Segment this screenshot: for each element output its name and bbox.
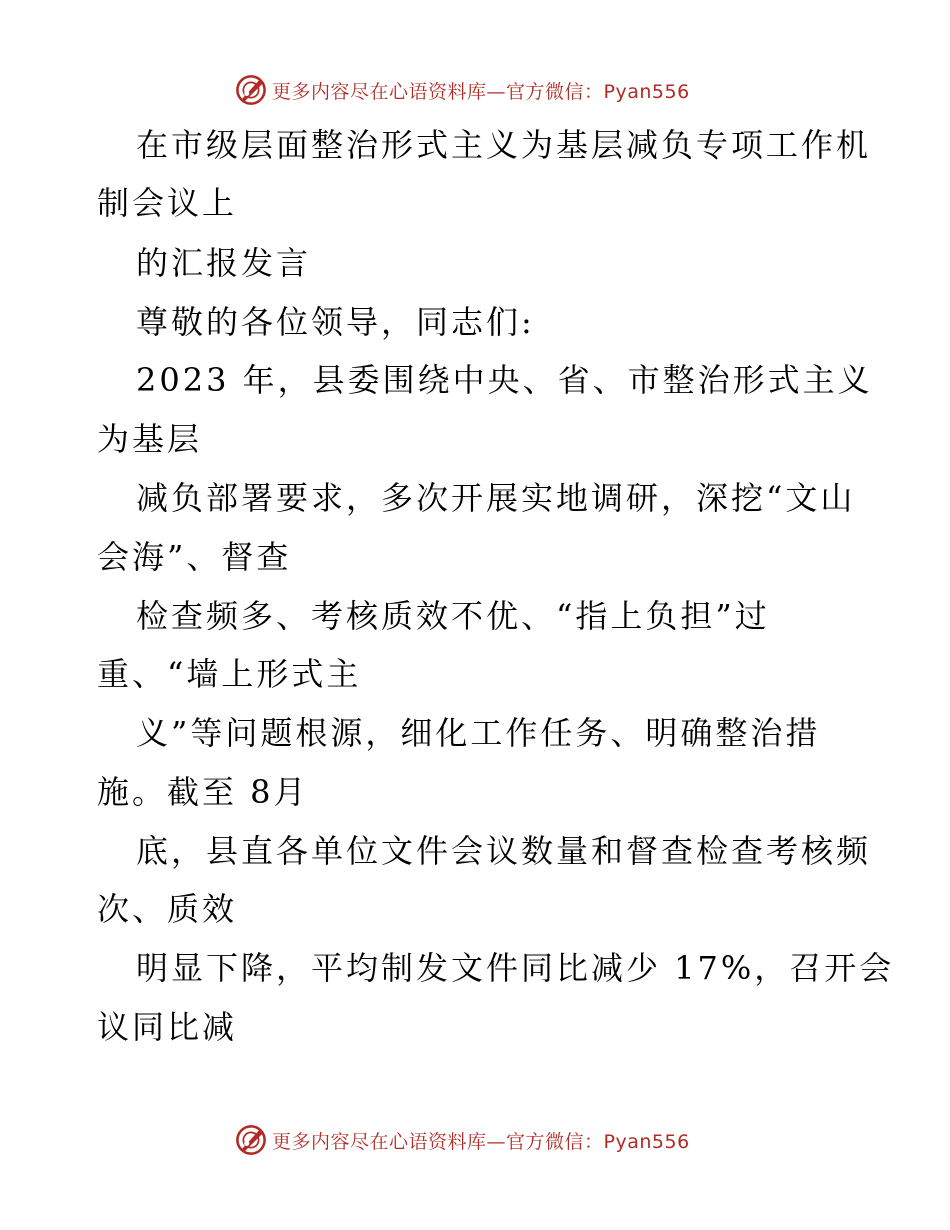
text-line: 底，县直各单位文件会议数量和督查检查考核频: [136, 832, 872, 870]
text-line: 会海”、督查: [97, 538, 292, 576]
footer-banner: [234, 1122, 714, 1158]
text-line: 施。截至 8月: [97, 773, 309, 811]
text-line: 在市级层面整治形式主义为基层减负专项工作机: [136, 126, 872, 164]
text-line: 义”等问题根源，细化工作任务、明确整治措: [136, 714, 821, 752]
text-line: 减负部署要求，多次开展实地调研，深挖“文山: [136, 479, 856, 517]
text-line: 制会议上: [97, 184, 238, 222]
header-banner: [234, 72, 714, 108]
text-line: 尊敬的各位领导，同志们:: [136, 303, 535, 341]
footer-banner-text: 更多内容尽在心语资料库—官方微信：Pyan556: [272, 1130, 690, 1153]
text-line: 的汇报发言: [136, 244, 312, 282]
text-line: 次、质效: [97, 890, 238, 928]
logo-icon: [234, 73, 268, 107]
text-line: 明显下降，平均制发文件同比减少 17%，召开会: [136, 949, 895, 987]
footer-wechat-id: Pyan556: [603, 1130, 690, 1153]
text-line: 2023 年，县委围绕中央、省、市整治形式主义: [136, 361, 873, 399]
text-line: 重、“墙上形式主: [97, 655, 362, 693]
logo-icon: [234, 1123, 268, 1157]
text-line: 检查频多、考核质效不优、“指上负担”过: [136, 597, 770, 635]
header-wechat-id: Pyan556: [603, 80, 690, 103]
text-line: 议同比减: [97, 1008, 238, 1046]
text-line: 为基层: [97, 420, 203, 458]
header-banner-text: 更多内容尽在心语资料库—官方微信：Pyan556: [272, 80, 690, 103]
